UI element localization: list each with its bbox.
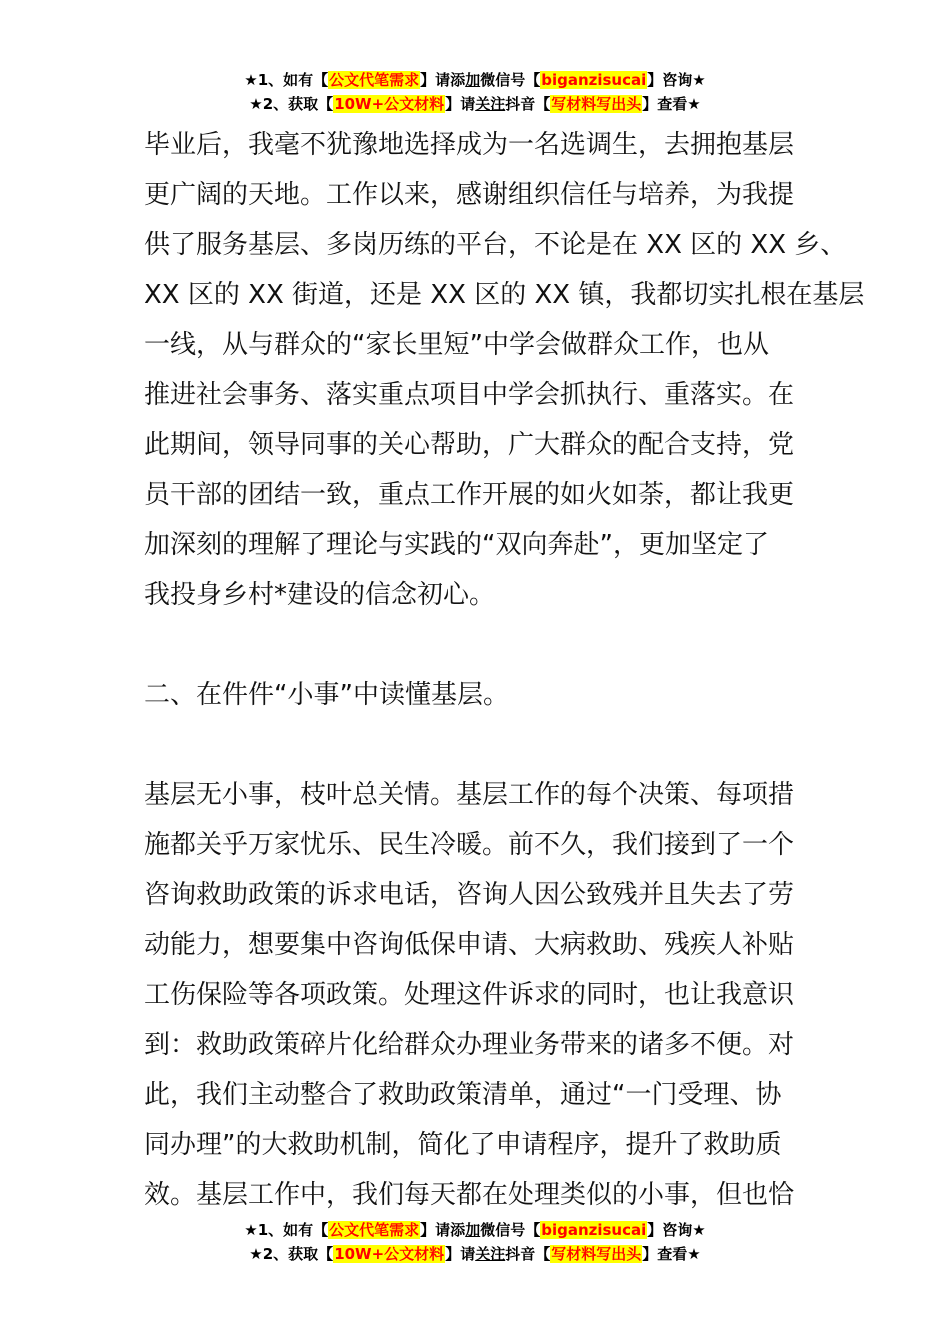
banner-text: 】查看★ xyxy=(642,95,701,113)
banner-text: 】咨询★ xyxy=(647,71,706,89)
paragraph-line: 一线，从与群众的“家长里短”中学会做群众工作，也从 xyxy=(144,330,769,360)
banner-text: 微信号【 xyxy=(480,1221,541,1239)
banner-highlight: biganzisucai xyxy=(541,1221,647,1239)
banner-text: 】查看★ xyxy=(642,1245,701,1263)
paragraph-line: 供了服务基层、多岗历练的平台，不论是在 XX 区的 XX 乡、 xyxy=(144,230,847,260)
banner-line-2 xyxy=(0,1242,950,1266)
paragraph-line: 我投身乡村*建设的信念初心。 xyxy=(144,580,496,610)
banner-text: 】请添 xyxy=(420,71,466,89)
paragraph-line: 毕业后，我毫不犹豫地选择成为一名选调生，去拥抱基层 xyxy=(144,130,795,160)
paragraph-line: 更广阔的天地。工作以来，感谢组织信任与培养，为我提 xyxy=(144,180,795,210)
paragraph-line: 此，我们主动整合了救助政策清单，通过“一门受理、协 xyxy=(144,1080,782,1110)
section-heading: 二、在件件“小事”中读懂基层。 xyxy=(144,680,509,710)
banner-underlined-text: 加 xyxy=(465,1221,481,1239)
banner-text: 】请 xyxy=(445,1245,476,1263)
paragraph-line: 动能力，想要集中咨询低保申请、大病救助、残疾人补贴 xyxy=(144,930,795,960)
banner-text: 抖音【 xyxy=(505,1245,551,1263)
banner-highlight: 10W+公文材料 xyxy=(334,95,445,113)
banner-text: 】请 xyxy=(445,95,476,113)
banner-underlined-text: 关注 xyxy=(475,1245,506,1263)
paragraph-line: 同办理”的大救助机制，简化了申请程序，提升了救助质 xyxy=(144,1130,782,1160)
banner-text: ★2、获取【 xyxy=(249,95,334,113)
paragraph-line: 加深刻的理解了理论与实践的“双向奔赴”，更加坚定了 xyxy=(144,530,769,560)
banner-highlight: biganzisucai xyxy=(541,71,647,89)
paragraph-spacer xyxy=(144,720,824,770)
banner-text: ★2、获取【 xyxy=(249,1245,334,1263)
banner-underlined-text: 加 xyxy=(465,71,481,89)
banner-text: 微信号【 xyxy=(480,71,541,89)
paragraph-line: 此期间，领导同事的关心帮助，广大群众的配合支持，党 xyxy=(144,430,795,460)
paragraph-line: 推进社会事务、落实重点项目中学会抓执行、重落实。在 xyxy=(144,380,795,410)
paragraph-line: 工伤保险等各项政策。处理这件诉求的同时，也让我意识 xyxy=(144,980,795,1010)
banner-text: ★1、如有【 xyxy=(244,71,329,89)
banner-line-2 xyxy=(0,92,950,116)
paragraph-line: 基层无小事，枝叶总关情。基层工作的每个决策、每项措 xyxy=(144,780,795,810)
paragraph-line: 到：救助政策碎片化给群众办理业务带来的诸多不便。对 xyxy=(144,1030,795,1060)
banner-highlight: 10W+公文材料 xyxy=(334,1245,445,1263)
banner-highlight: 公文代笔需求 xyxy=(329,71,420,89)
footer-banner xyxy=(0,1218,950,1266)
banner-text: ★1、如有【 xyxy=(244,1221,329,1239)
banner-highlight: 写材料写出头 xyxy=(551,1245,642,1263)
document-body xyxy=(144,120,865,1220)
banner-underlined-text: 关注 xyxy=(475,95,506,113)
banner-line-1 xyxy=(0,68,950,92)
paragraph-line: 咨询救助政策的诉求电话，咨询人因公致残并且失去了劳 xyxy=(144,880,795,910)
banner-highlight: 公文代笔需求 xyxy=(329,1221,420,1239)
header-banner xyxy=(0,68,950,116)
paragraph-spacer xyxy=(144,620,824,670)
banner-line-1 xyxy=(0,1218,950,1242)
paragraph-line: 员干部的团结一致，重点工作开展的如火如荼，都让我更 xyxy=(144,480,795,510)
banner-text: 】咨询★ xyxy=(647,1221,706,1239)
paragraph-line: 效。基层工作中，我们每天都在处理类似的小事，但也恰 xyxy=(144,1180,795,1210)
banner-text: 】请添 xyxy=(420,1221,466,1239)
paragraph-line: 施都关乎万家忧乐、民生冷暖。前不久，我们接到了一个 xyxy=(144,830,795,860)
banner-text: 抖音【 xyxy=(505,95,551,113)
paragraph-line: XX 区的 XX 街道，还是 XX 区的 XX 镇，我都切实扎根在基层 xyxy=(144,280,865,310)
banner-highlight: 写材料写出头 xyxy=(551,95,642,113)
